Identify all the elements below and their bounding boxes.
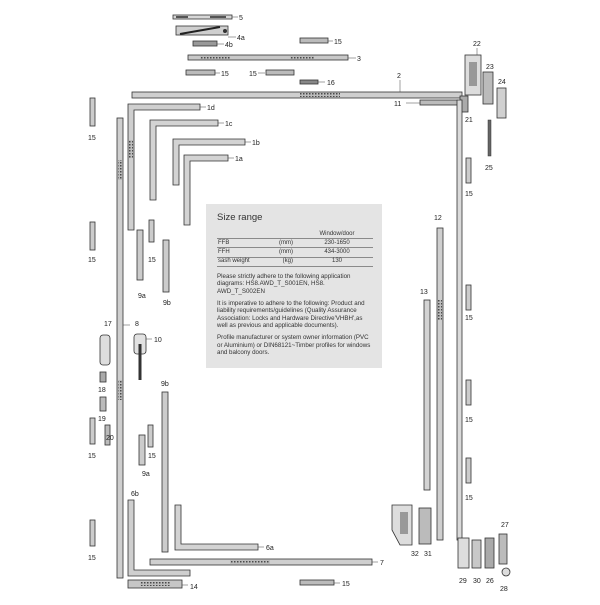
callout-17: 17: [104, 321, 112, 328]
callout-4b: 4b: [225, 42, 233, 49]
part-15-right-c: [466, 380, 471, 405]
part-15-right-b: [466, 285, 471, 310]
callout-10: 10: [154, 337, 162, 344]
table-header-cell: [267, 230, 301, 239]
part-12-rail: [437, 228, 443, 540]
callout-15-right-a: 15: [465, 191, 473, 198]
callout-6b: 6b: [131, 491, 139, 498]
callout-15-row-a: 15: [221, 71, 229, 78]
part-5-bar: [173, 15, 232, 19]
callout-5: 5: [239, 15, 243, 22]
part-10-handle: [134, 334, 146, 380]
corner-drive-6a: [175, 505, 258, 550]
callout-7: 7: [380, 560, 384, 567]
part-19: [100, 397, 106, 411]
callout-30: 30: [473, 578, 481, 585]
callout-21: 21: [465, 117, 473, 124]
table-cell-label: sash weight: [217, 257, 267, 266]
callout-22: 22: [473, 41, 481, 48]
table-row: [217, 248, 373, 257]
table-header-cell: [217, 230, 267, 239]
part-11: [420, 100, 458, 105]
part-15-top: [300, 38, 328, 43]
table-row: [217, 239, 373, 248]
part-24: [497, 88, 506, 118]
callout-11: 11: [394, 101, 402, 108]
callout-1b: 1b: [252, 140, 260, 147]
callout-15-mid-upper: 15: [148, 257, 156, 264]
part-9a-lower: [139, 435, 145, 465]
callout-9a-upper: 9a: [138, 293, 146, 300]
callout-23: 23: [486, 64, 494, 71]
table-cell-label: FFH: [217, 248, 267, 257]
part-9a-upper: [137, 230, 143, 280]
callout-15-right-c: 15: [465, 417, 473, 424]
callout-20: 20: [106, 435, 114, 442]
part-9b-upper: [163, 240, 169, 292]
table-header-cell: Window/door: [301, 230, 373, 239]
table-cell-unit: (kg): [267, 257, 301, 266]
part-7-rail: [150, 559, 372, 565]
callout-15-left-d: 15: [88, 555, 96, 562]
size-range-table: [217, 230, 373, 267]
table-cell-unit: (mm): [267, 248, 301, 257]
part-31: [419, 508, 431, 544]
callout-2: 2: [397, 73, 401, 80]
part-15-mid-upper: [149, 220, 154, 242]
part-8-espag: [117, 118, 123, 578]
info-paragraph-diagrams: Please strictly adhere to the following application diagrams: HS8.AWD_T_S001EN, HS8. AWD_T_S002EN: [217, 272, 351, 295]
callout-25: 25: [485, 165, 493, 172]
table-header-row: [217, 230, 373, 239]
callout-19: 19: [98, 416, 106, 423]
callout-15-top: 15: [334, 39, 342, 46]
table-cell-value: 130: [301, 257, 373, 266]
part-23: [483, 72, 493, 104]
part-2-rail: [132, 92, 462, 98]
part-15-right-a: [466, 158, 471, 183]
part-15-left-a: [90, 98, 95, 126]
part-15-bottom: [300, 580, 334, 585]
part-4a-arm: [176, 26, 228, 35]
callout-4a: 4a: [237, 35, 245, 42]
part-28: [502, 568, 510, 576]
callout-15-left-c: 15: [88, 453, 96, 460]
callout-26: 26: [486, 578, 494, 585]
callout-1d: 1d: [207, 105, 215, 112]
callout-9b-upper: 9b: [163, 300, 171, 307]
part-16: [300, 80, 318, 84]
callout-29: 29: [459, 578, 467, 585]
part-17: [100, 335, 110, 365]
callout-6a: 6a: [266, 545, 274, 552]
callout-15-bottom: 15: [342, 581, 350, 588]
callout-15-right-b: 15: [465, 315, 473, 322]
callout-28: 28: [500, 586, 508, 593]
part-29: [458, 538, 469, 568]
callout-15-row-b: 15: [249, 71, 257, 78]
part-15-right-d: [466, 458, 471, 483]
callout-15-right-d: 15: [465, 495, 473, 502]
part-15-left-d: [90, 520, 95, 546]
part-14: [128, 580, 182, 588]
part-13-rail: [424, 300, 430, 490]
callout-15-left-b: 15: [88, 257, 96, 264]
table-cell-label: FFB: [217, 239, 267, 248]
part-32: [392, 505, 412, 545]
callout-8: 8: [135, 321, 139, 328]
callout-12: 12: [434, 215, 442, 222]
part-30: [472, 540, 481, 568]
part-22: [465, 55, 481, 95]
callout-32: 32: [411, 551, 419, 558]
info-paragraph-requirements: It is imperative to adhere to the following: Product and liability requirements/guidelines (Quality Assurance Association: Locks and Hardware Directive'VHBH',as well as previous and applicable documents).: [217, 299, 365, 330]
callout-31: 31: [424, 551, 432, 558]
callout-14: 14: [190, 584, 198, 591]
callout-9b-lower: 9b: [161, 381, 169, 388]
callout-3: 3: [357, 56, 361, 63]
size-range-info-box: [206, 204, 382, 368]
part-26: [485, 538, 494, 568]
part-15-row-b: [266, 70, 294, 75]
info-paragraph-profiles: Profile manufacturer or system owner information (PVC or Aluminium) or DIN68121~Timber profiles for windows and balcony doors.: [217, 333, 371, 357]
table-cell-value: 434-3000: [301, 248, 373, 257]
callout-24: 24: [498, 79, 506, 86]
part-4b: [193, 41, 217, 46]
callout-13: 13: [420, 289, 428, 296]
callout-9a-lower: 9a: [142, 471, 150, 478]
part-15-left-c: [90, 418, 95, 444]
info-box-title: Size range: [217, 212, 263, 223]
part-15-row-a: [186, 70, 215, 75]
part-9b-lower: [162, 392, 168, 552]
part-18: [100, 372, 106, 382]
table-cell-unit: (mm): [267, 239, 301, 248]
callout-16: 16: [327, 80, 335, 87]
callout-27: 27: [501, 522, 509, 529]
callout-1a: 1a: [235, 156, 243, 163]
part-27: [499, 534, 507, 564]
part-15-mid-lower: [148, 425, 153, 447]
callout-18: 18: [98, 387, 106, 394]
part-15-left-b: [90, 222, 95, 250]
part-3-bar: [188, 55, 348, 60]
right-frame-rail: [457, 100, 462, 540]
part-25: [488, 120, 491, 156]
table-cell-value: 230-1650: [301, 239, 373, 248]
callout-15-mid-lower: 15: [148, 453, 156, 460]
callout-15-left-a: 15: [88, 135, 96, 142]
callout-1c: 1c: [225, 121, 233, 128]
table-row: [217, 257, 373, 266]
